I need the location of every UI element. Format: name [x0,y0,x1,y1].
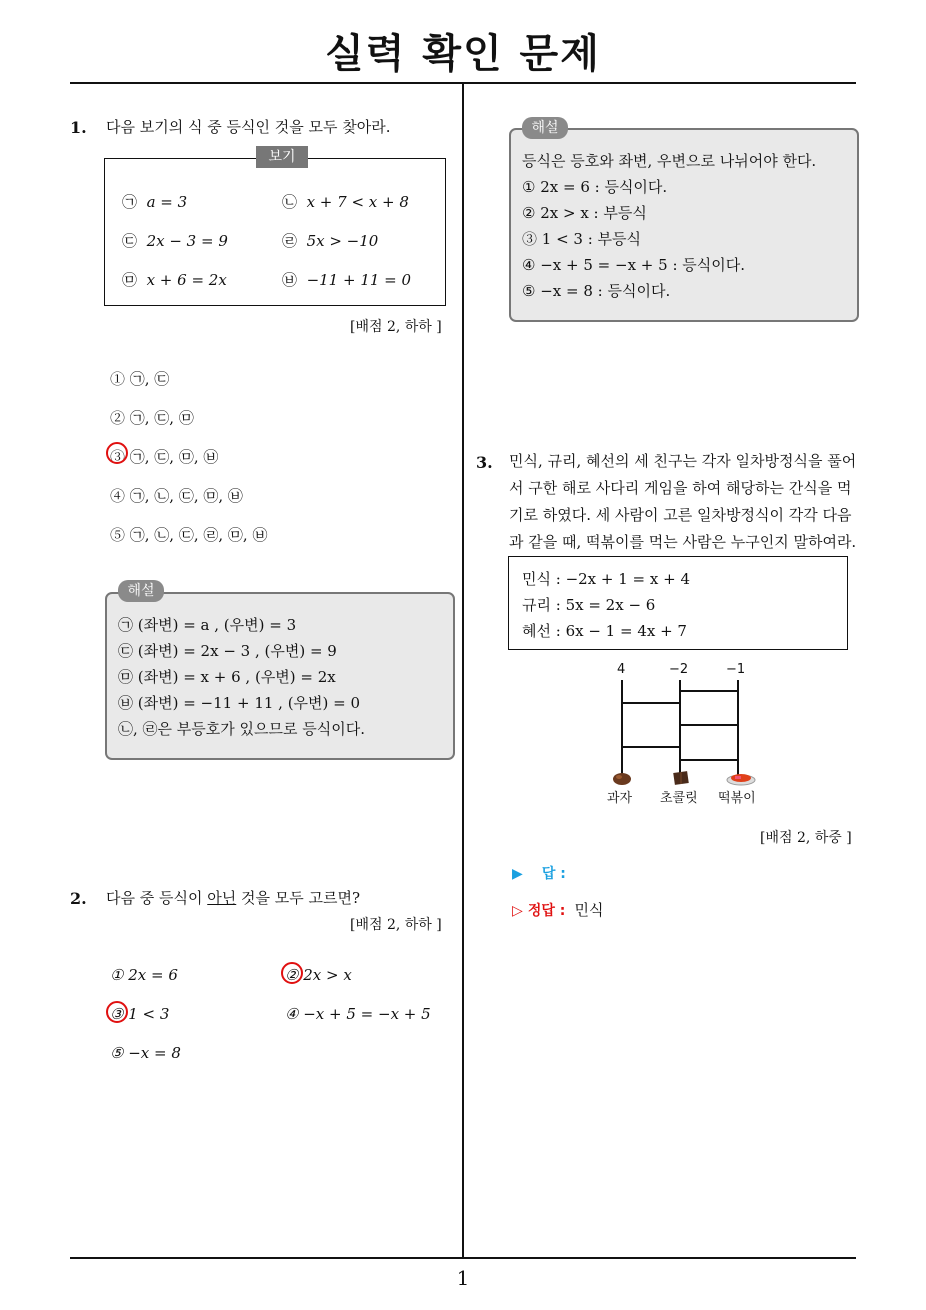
q3-number: 3. [476,453,493,472]
q2-number: 2. [70,889,87,908]
q1-bogi-label: 보기 [256,146,308,168]
q1-bogi-item-4: ㉣ 5x > −10 [282,232,379,250]
column-divider [462,83,464,1258]
q2-answer-mark [106,1001,128,1023]
q1-choice-4[interactable]: ④ ㉠, ㉡, ㉢, ㉤, ㉥ [110,487,243,505]
page-title: 실력 확인 문제 [325,31,601,77]
q2-solution-label: 해설 [522,117,568,139]
ladder-top-label: 4 [617,662,626,677]
snack-chocolate-icon [672,770,690,786]
answer-label: 답 : [541,866,566,882]
ladder-bottom-label: 과자 [607,791,633,806]
q2-solution-line: ① 2x = 6 : 등식이다. [522,178,668,196]
q1-number: 1. [70,118,87,137]
q1-bogi-item-3: ㉢ 2x − 3 = 9 [122,232,228,250]
q1-choice-1[interactable]: ① ㉠, ㉢ [110,370,170,388]
q3-equation: 규리 : 5x = 2x − 6 [522,596,656,614]
q1-solution-label: 해설 [118,580,164,602]
ladder-diagram [600,680,770,780]
answer-row [512,863,566,883]
q2-solution-line: ⑤ −x = 8 : 등식이다. [522,282,671,300]
q1-text: 다음 보기의 식 중 등식인 것을 모두 찾아라. [106,118,391,136]
q2-text: 다음 중 등식이 아닌 것을 모두 고르면? [106,889,361,907]
q1-solution-line: ㉥ (좌변) = −11 + 11 , (우변) = 0 [118,694,361,712]
q1-solution-line: ㉤ (좌변) = x + 6 , (우변) = 2x [118,668,336,686]
ladder-bottom-label: 초콜릿 [660,791,698,806]
q2-score: [배점 2, 하하 ] [350,917,442,933]
q1-bogi-item-2: ㉡ x + 7 < x + 8 [282,193,409,211]
q2-choice-2[interactable]: ② 2x > x [285,966,352,984]
ladder-bottom-label: 떡볶이 [718,791,756,806]
q2-choice-1[interactable]: ① 2x = 6 [110,966,178,984]
q1-bogi-item-1: ㉠ a = 3 [122,193,188,211]
q1-solution-line: ㉡, ㉣은 부등호가 있으므로 등식이다. [118,720,365,738]
correct-answer-row [512,899,603,920]
hollow-arrow-icon: ▷ [512,903,523,919]
q1-score: [배점 2, 하하 ] [350,319,442,335]
q2-answer-mark [281,962,303,984]
q2-choice-3[interactable]: ③ 1 < 3 [110,1005,170,1023]
q1-bogi-item-6: ㉥ −11 + 11 = 0 [282,271,412,289]
q3-text-line: 서 구한 해로 사다리 게임을 하여 해당하는 간식을 먹 [509,479,852,497]
correct-label: 정답 : [527,903,566,919]
q3-equation: 민식 : −2x + 1 = x + 4 [522,570,691,588]
q2-solution-line: ③ 1 < 3 : 부등식 [522,230,642,248]
snack-cookie-icon [612,770,632,786]
ladder-top-label: −1 [726,662,746,677]
correct-answer-value: 민식 [574,901,604,919]
q1-bogi-item-5: ㉤ x + 6 = 2x [122,271,227,289]
q2-solution-line: ④ −x + 5 = −x + 5 : 등식이다. [522,256,745,274]
ladder-top-label: −2 [669,662,689,677]
q2-choice-5[interactable]: ⑤ −x = 8 [110,1044,181,1062]
q1-answer-mark [106,442,128,464]
q2-solution-line: 등식은 등호와 좌변, 우변으로 나뉘어야 한다. [522,152,817,170]
q1-choice-2[interactable]: ② ㉠, ㉢, ㉤ [110,409,194,427]
q3-text-line: 민식, 규리, 혜선의 세 친구는 각자 일차방정식을 풀어 [509,452,857,470]
q2-choice-4[interactable]: ④ −x + 5 = −x + 5 [285,1005,431,1023]
q3-text-line: 기로 하였다. 세 사람이 고른 일차방정식이 각각 다음 [509,506,852,524]
q1-solution-line: ㉠ (좌변) = a , (우변) = 3 [118,616,297,634]
bottom-rule [70,1257,856,1259]
q3-score: [배점 2, 하중 ] [760,830,852,846]
play-arrow-icon: ▶ [512,866,523,882]
q2-solution-line: ② 2x > x : 부등식 [522,204,647,222]
snack-tteokbokki-icon [726,770,756,786]
page-number: 1 [456,1266,470,1290]
q3-text-line: 과 같을 때, 떡볶이를 먹는 사람은 누구인지 말하여라. [509,533,857,551]
q1-choice-5[interactable]: ⑤ ㉠, ㉡, ㉢, ㉣, ㉤, ㉥ [110,526,268,544]
q1-choice-3[interactable]: ③ ㉠, ㉢, ㉤, ㉥ [110,448,219,466]
q3-equation: 혜선 : 6x − 1 = 4x + 7 [522,622,687,640]
q1-solution-line: ㉢ (좌변) = 2x − 3 , (우변) = 9 [118,642,337,660]
